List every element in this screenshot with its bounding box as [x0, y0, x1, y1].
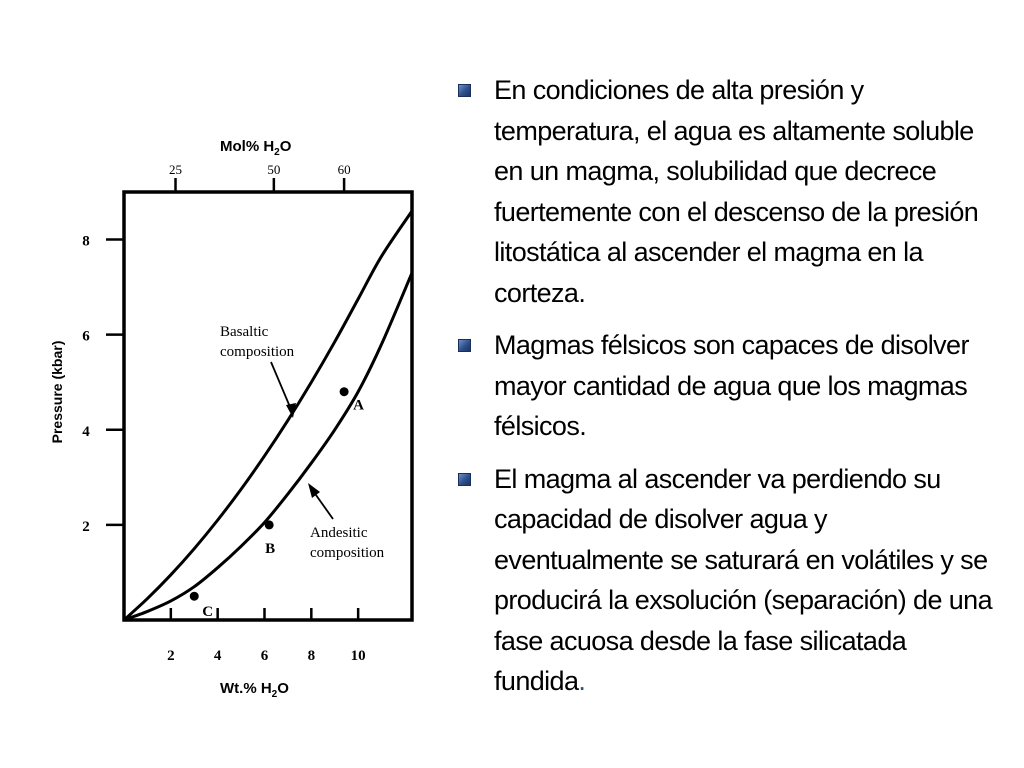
annotation-basaltic-line1: Basaltic: [220, 324, 269, 340]
bullet-item-3: [456, 459, 996, 702]
annotation-andesitic-line1: Andesitic: [310, 525, 368, 541]
y-tick-label: 4: [82, 423, 90, 440]
bullet-item-1: [456, 70, 996, 313]
annotation-basaltic-line2: composition: [220, 344, 295, 360]
top-tick-label: 25: [169, 162, 183, 177]
y-tick-label: 6: [82, 328, 90, 345]
top-tick-label: 60: [337, 162, 351, 177]
bullet-square-icon: [458, 473, 471, 486]
solubility-chart: [0, 0, 440, 768]
bullet-list: [456, 70, 996, 714]
y-tick-label: 2: [82, 518, 90, 535]
x-tick-label: 4: [213, 648, 222, 664]
x-tick-label: 10: [350, 648, 366, 664]
point-label-b: B: [265, 540, 276, 557]
bullet-square-icon: [458, 84, 471, 97]
annotation-andesitic-arrow: [308, 483, 333, 519]
bullet-text-1: En condiciones de alta presión y temperatura, el agua es altamente soluble en un magma, solubilidad que decrece fuertemente con el descenso de la presión litostática al ascender el magma en la corteza.: [494, 75, 979, 308]
bullet-text-3: El magma al ascender va perdiendo su capacidad de disolver agua y eventualmente se saturará en volátiles y se producirá la exsolución (separación) de una fase acuosa desde la fase silicatada fundida: [494, 463, 993, 696]
point-c: [190, 592, 199, 601]
top-tick-label: 50: [267, 162, 281, 177]
point-b: [265, 520, 274, 529]
x-axis-title: Wt.% $H_2O$: [220, 680, 289, 700]
x-tick-label: 6: [260, 648, 269, 664]
bullet-item-2: [456, 325, 996, 447]
bullet-text-2: Magmas félsicos son capaces de disolver mayor cantidad de agua que los magmas félsicos.: [494, 330, 969, 441]
top-axis-title: Mol% $H_2O$: [220, 138, 292, 158]
y-tick-label: 8: [82, 233, 90, 250]
point-a: [340, 387, 349, 396]
point-label-a: A: [353, 397, 364, 414]
annotation-andesitic-line2: composition: [310, 545, 385, 561]
annotation-basaltic-arrow: [271, 362, 296, 418]
trailing-dot: .: [578, 666, 586, 696]
x-tick-label: 8: [307, 648, 316, 664]
point-label-c: C: [202, 604, 214, 621]
y-axis-title: Pressure (kbar): [49, 340, 65, 444]
x-tick-label: 2: [167, 648, 175, 664]
bullet-square-icon: [458, 339, 471, 352]
